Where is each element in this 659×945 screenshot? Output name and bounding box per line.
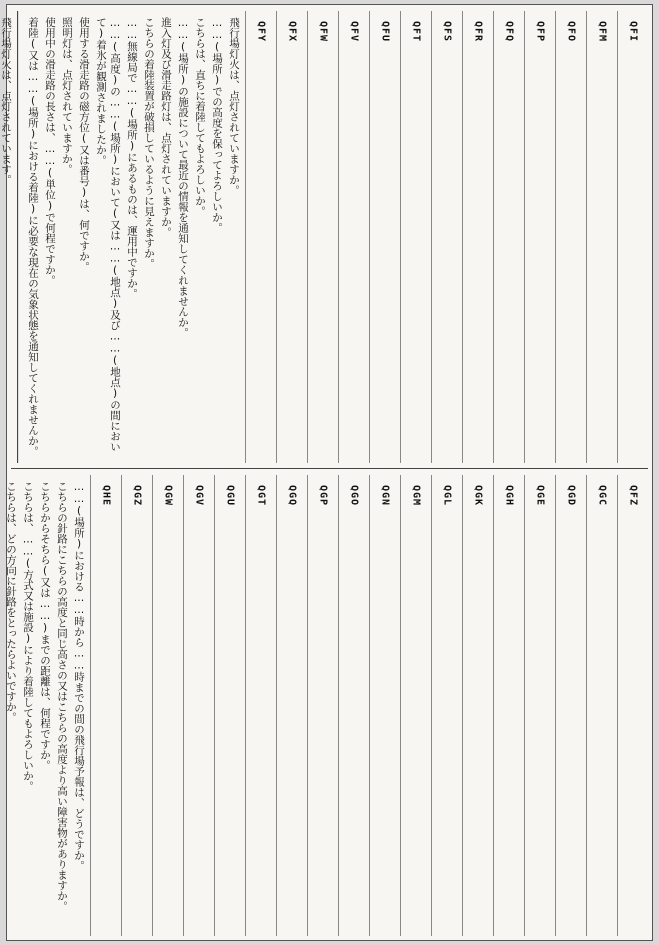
q-code xyxy=(183,475,214,936)
code-column xyxy=(90,475,648,936)
question-text: こちらは、どの方向に針路をとったらよいですか。 xyxy=(5,481,17,723)
question-text: 使用する滑走路の磁方位(又は番号)は、何ですか。 xyxy=(78,17,90,272)
q-code xyxy=(276,475,307,936)
q-code xyxy=(276,11,307,463)
q-code-label: QGE xyxy=(534,485,546,507)
q-code xyxy=(400,11,431,463)
q-code xyxy=(338,11,369,463)
question-text: ……(場所)の施設について最近の情報を通知してくれませんか。 xyxy=(177,17,189,338)
q-code-label: QFM xyxy=(596,21,608,43)
q-code-label: QFY xyxy=(255,21,267,43)
q-code-label: QGT xyxy=(255,485,267,507)
question-text: こちらの針路にこちらの高度と同じ高さの又はこちらの高度より高い障害物がありますか。 xyxy=(56,481,68,912)
q-code-label: QFT xyxy=(410,21,422,43)
q-code xyxy=(431,475,462,936)
question-text: ……(場所)での高度を保ってよろしいか。 xyxy=(211,17,223,233)
document-page xyxy=(0,4,653,941)
question-text: ……無線局で……(場所)にあるものは、運用中ですか。 xyxy=(126,17,138,299)
question-text: こちらからそちら(又は……)までの距離は、何程ですか。 xyxy=(39,481,51,771)
question-text: こちらは、直ちに着陸してもよろしいか。 xyxy=(194,17,206,217)
answer-text: 飛行場灯火は、点灯されています。 xyxy=(0,17,12,185)
q-code-label: QGL xyxy=(441,485,453,507)
q-code-label: QGK xyxy=(472,485,484,507)
q-code-label: QGC xyxy=(596,485,608,507)
q-code-label: QGN xyxy=(379,485,391,507)
q-code xyxy=(400,475,431,936)
q-code xyxy=(586,11,617,463)
question-text: ……(場所)における……時から……時までの間の飛行場予報は、どうですか。 xyxy=(73,481,85,871)
q-code-label: QFO xyxy=(565,21,577,43)
answer-text-block xyxy=(0,11,17,463)
question-text: 着陸(又は……(場所)における着陸)に必要な現在の気象状態を通知してくれませんか。 xyxy=(27,17,39,457)
question-text: こちらは、……(方式又は施設)により着陸してもよろしいか。 xyxy=(22,481,34,792)
q-code xyxy=(555,11,586,463)
q-code xyxy=(307,475,338,936)
q-code xyxy=(307,11,338,463)
q-code xyxy=(338,475,369,936)
q-code-label: QGQ xyxy=(286,485,298,507)
q-code-label: QFR xyxy=(472,21,484,43)
q-code xyxy=(586,475,617,936)
q-code-label: QGH xyxy=(503,485,515,507)
q-code-label: QFX xyxy=(286,21,298,43)
q-code xyxy=(617,475,648,936)
q-code-label: QGV xyxy=(193,485,205,507)
q-code-label: QFZ xyxy=(627,485,639,507)
q-code-label: QGU xyxy=(224,485,236,507)
question-text: 進入灯及び滑走路灯は、点灯されていますか。 xyxy=(160,17,172,238)
q-code xyxy=(369,11,400,463)
question-text-block xyxy=(18,11,245,463)
q-code xyxy=(90,475,121,936)
q-code xyxy=(214,475,245,936)
q-code-label: QFV xyxy=(348,21,360,43)
question-text: 照明灯は、点灯されていますか。 xyxy=(61,17,73,175)
q-code-label: QGM xyxy=(410,485,422,507)
q-code xyxy=(462,11,493,463)
q-code xyxy=(555,475,586,936)
bottom-section xyxy=(5,475,648,936)
question-column xyxy=(18,11,245,463)
q-code xyxy=(617,11,648,463)
q-code-label: QFS xyxy=(441,21,453,43)
q-code-label: QFW xyxy=(317,21,329,43)
q-code-label: QGO xyxy=(348,485,360,507)
q-code xyxy=(524,11,555,463)
question-text: 飛行場灯火は、点灯されていますか。 xyxy=(228,17,240,196)
q-code xyxy=(245,475,276,936)
q-code xyxy=(431,11,462,463)
q-code-label: QHE xyxy=(100,485,112,507)
answer-column xyxy=(0,11,17,463)
q-code-label: QFQ xyxy=(503,21,515,43)
q-code-label: QGD xyxy=(565,485,577,507)
code-column xyxy=(245,11,648,463)
question-text-block xyxy=(0,475,90,936)
q-code-label: QGW xyxy=(162,485,174,507)
q-code-label: QGP xyxy=(317,485,329,507)
q-code xyxy=(493,475,524,936)
question-text: ……(高度)の……(場所)において(又は……(地点)及び……(地点)の間において)着氷が観測されましたか。 xyxy=(95,17,121,452)
q-code-label: QFP xyxy=(534,21,546,43)
question-text xyxy=(0,481,1,930)
question-text: 使用中の滑走路の長さは、……(単位)で何程ですか。 xyxy=(44,17,56,286)
q-code xyxy=(493,11,524,463)
q-code xyxy=(121,475,152,936)
q-code xyxy=(462,475,493,936)
q-code xyxy=(152,475,183,936)
top-section xyxy=(0,11,648,463)
section-divider xyxy=(11,468,648,469)
q-code-label: QGZ xyxy=(131,485,143,507)
q-code xyxy=(245,11,276,463)
question-column xyxy=(0,475,90,936)
q-code xyxy=(369,475,400,936)
question-text: こちらの着陸装置が破損しているように見えますか。 xyxy=(143,17,155,269)
q-code xyxy=(524,475,555,936)
q-code-label: QFU xyxy=(379,21,391,43)
q-code-label: QFI xyxy=(627,21,639,43)
